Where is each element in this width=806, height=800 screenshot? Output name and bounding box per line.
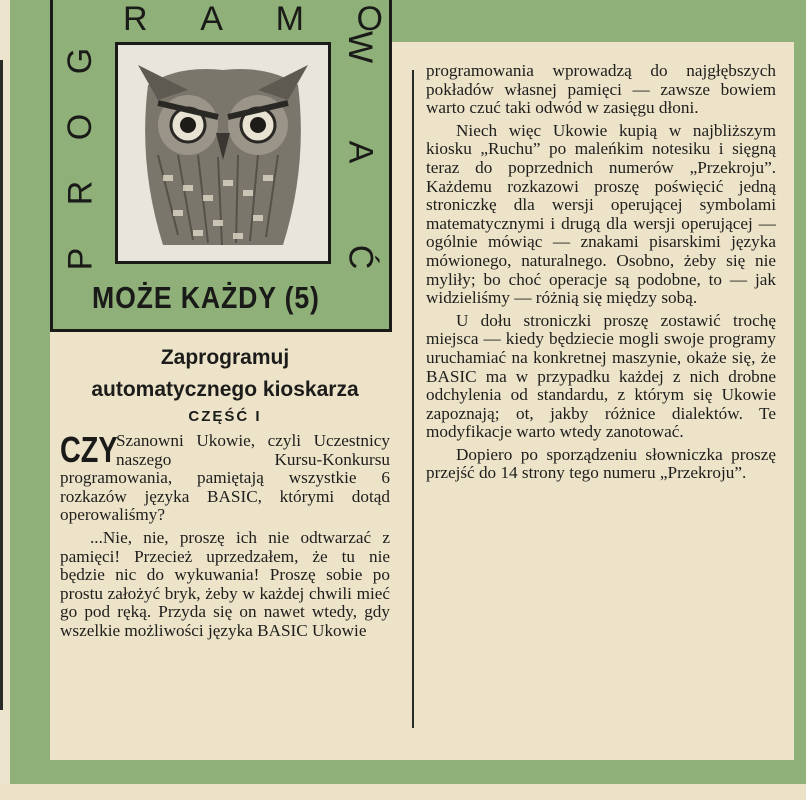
column-rule <box>412 70 414 728</box>
header-letter: W <box>341 30 379 64</box>
paragraph-text: Szanowni Ukowie, czyli Uczestnicy naszego Kursu-Konkursu programowania, pamiętają wszystkie 6 rozkazów języka BASIC, którymi dotąd operowaliśmy? <box>60 431 390 525</box>
header-letter: O <box>60 113 99 141</box>
paragraph: Niech więc Ukowie kupią w najbliższym kiosku „Ruchu” po maleńkim notesiku i sięgną teraz do poprzednich numerów „Przekroju”. Każdemu rozkazowi proszę poświęcić jedną stroniczkę dla wersji operującej symbolami matematycznymi i drugą dla wersji operującej — ogólnie mówiąc — znakami pisarskimi języka mówionego, naturalnego. Osobno, żeby się nie myliły; bo choć operacje są podobne, to — jak widzieliśmy — różnią się między sobą. <box>426 120 776 308</box>
article-title <box>60 342 390 406</box>
part-label: CZĘŚĆ I <box>188 408 262 425</box>
title-line: Zaprogramuj <box>160 346 290 369</box>
left-column-rule <box>0 60 3 710</box>
header-letter: M <box>275 0 304 38</box>
header-letter: P <box>61 247 99 271</box>
paragraph: U dołu stroniczki proszę zostawić trochę miejsca — kiedy będziecie mogli swoje programy uruchamiać na konkretnej maszynie, okaże się, że BASIC ma w przypadku każdej z nich drobne odchylenia od standardu, z którym się Ukowie zapoznają; ot, jakby różnice dialektów. Te modyfikacje warto wtedy zanotować. <box>426 310 776 442</box>
header-box <box>50 0 392 332</box>
header-letter: A <box>200 0 223 38</box>
header-letter: Ć <box>341 244 379 270</box>
paragraph <box>60 429 390 525</box>
header-letter: R <box>123 0 148 38</box>
top-green-band <box>390 0 806 42</box>
right-column <box>426 62 776 487</box>
header-right-letters <box>337 30 383 274</box>
header-letter: G <box>60 47 99 75</box>
owl-illustration <box>115 42 331 264</box>
header-letter: R <box>61 180 99 206</box>
paragraph: programowania wprowadzą do najgłębszych pokładów własnej pamięci — zawsze bowiem warto czuć taki odwód w zasięgu dłoni. <box>426 61 776 118</box>
owl-icon <box>118 45 328 261</box>
paragraph: Dopiero po sporządzeniu słowniczka proszę przejść do 14 strony tego numeru „Przekroju”. <box>426 444 776 483</box>
header-letter: A <box>341 140 379 164</box>
series-banner: MOŻE KAŻDY (5) <box>92 280 320 315</box>
header-left-letters <box>55 44 105 276</box>
title-line: automatycznego kioskarza <box>91 378 359 401</box>
left-column <box>60 429 390 645</box>
header-letter: O <box>356 0 383 38</box>
paragraph: ...Nie, nie, proszę ich nie odtwarzać z pamięci! Przecież uprzedzałem, że tu nie będzie nic do wykuwania! Proszę sobie po prostu założyć bryk, żeby w każdej chwili mieć go pod ręką. Przyda się on nawet wtedy, gdy wszelkie możliwości języka BASIC Ukowie <box>60 527 390 640</box>
bottom-margin <box>0 784 806 800</box>
dropcap: CZY <box>60 429 118 470</box>
